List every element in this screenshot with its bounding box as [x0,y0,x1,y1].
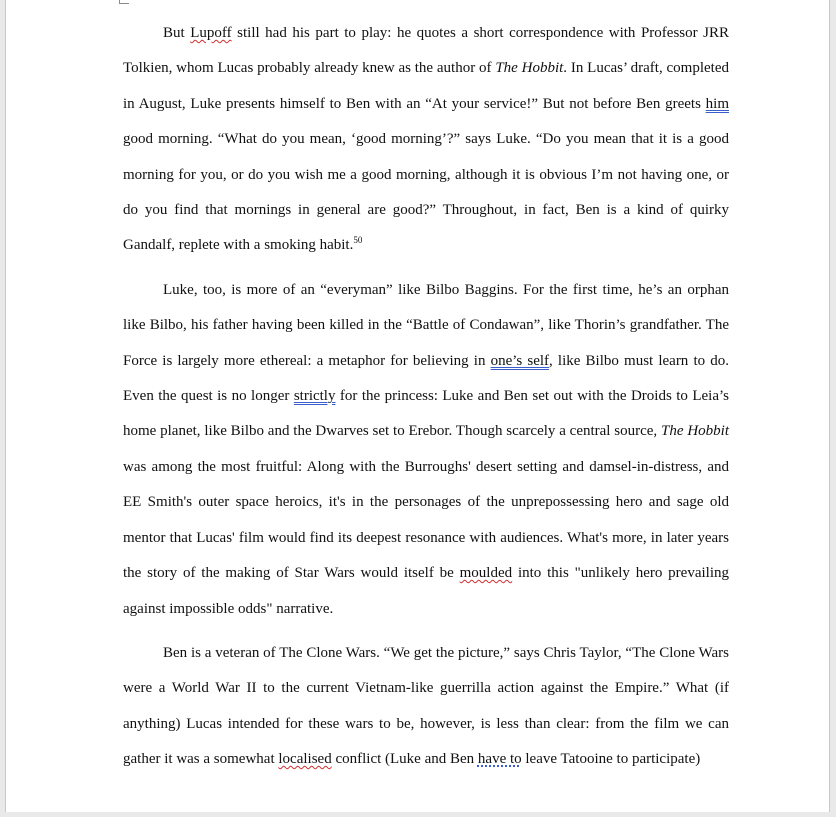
paragraph[interactable] [123,636,729,778]
text-run: was among the most fruitful: Along with the Burroughs' desert setting and damsel-in-distress, and EE Smith's outer space heroics, it's in the personages of the unprepossessing hero and sage old mentor that Lucas' film would find its deepest resonance with audiences. What's more, in later years the story of the making of Star Wars would itself be [123,458,729,582]
text-run: into this "unlikely hero prevailing against impossible odds" narrative. [123,565,729,617]
text-run: , like Bilbo must learn to do. Even the quest is no longer [123,352,729,405]
text-run: But [163,25,191,41]
italic-title: The Hobbit [661,423,729,440]
spelling-flagged-word[interactable]: moulded [459,565,513,582]
grammar-flagged-phrase[interactable]: strictly [293,388,336,405]
grammar-flagged-phrase[interactable]: one’s self [490,352,550,369]
text-run: Luke, too, is more of an “everyman” like Bilbo Baggins. For the first time, he’s an orphan like Bilbo, his father having been killed in the “Battle of Condawan”, like Thorin’s grandfather. The Force is largely more ethereal: a metaphor for believing in [123,281,729,369]
text-boundary-corner-mark [119,0,129,4]
grammar-flagged-phrase[interactable]: have to [477,751,522,768]
text-run: . In Lucas’ draft, completed in August, Luke presents himself to Ben with an “At your service!” But not before Ben greets [123,60,730,112]
paragraph[interactable] [123,16,729,264]
text-run: good morning. “What do you mean, ‘good morning’?” says Luke. “Do you mean that it is a good morning for you, or do you wish me a good morning, although it is obvious I’m not having one, or do you find that mornings in general are good?” Throughout, in fact, Ben is a kind of quirky Gandalf, replete with a smoking habit. [123,131,729,254]
text-run: leave Tatooine to participate) [521,751,701,768]
text-run: still had his part to play: he quotes a short correspondence with Professor JRR Tolkien, whom Lucas probably already knew as the author of [123,25,729,77]
italic-title: The Hobbit [495,60,564,77]
text-run: Ben is a veteran of The Clone Wars. “We get the picture,” says Chris Taylor, “The Clone Wars were a World War II to the current Vietnam-like guerrilla action against the Empire.” What (if anything) Lucas intended for these wars to be, however, is less than clear: from the film we can gather it was a somewhat [123,644,729,768]
document-page[interactable] [5,0,830,812]
paragraph[interactable] [123,273,729,627]
spelling-flagged-word[interactable]: Lupoff [190,25,232,41]
text-run: conflict (Luke and Ben [331,751,478,768]
document-body[interactable] [123,16,729,787]
spelling-flagged-word[interactable]: localised [278,751,332,768]
text-run: for the princess: Luke and Ben set out with the Droids to Leia’s home planet, like Bilbo and the Dwarves set to Erebor. Though scarcely a central source, [123,388,730,440]
grammar-flagged-phrase[interactable]: him [705,95,729,112]
footnote-reference: 50 [353,235,363,246]
